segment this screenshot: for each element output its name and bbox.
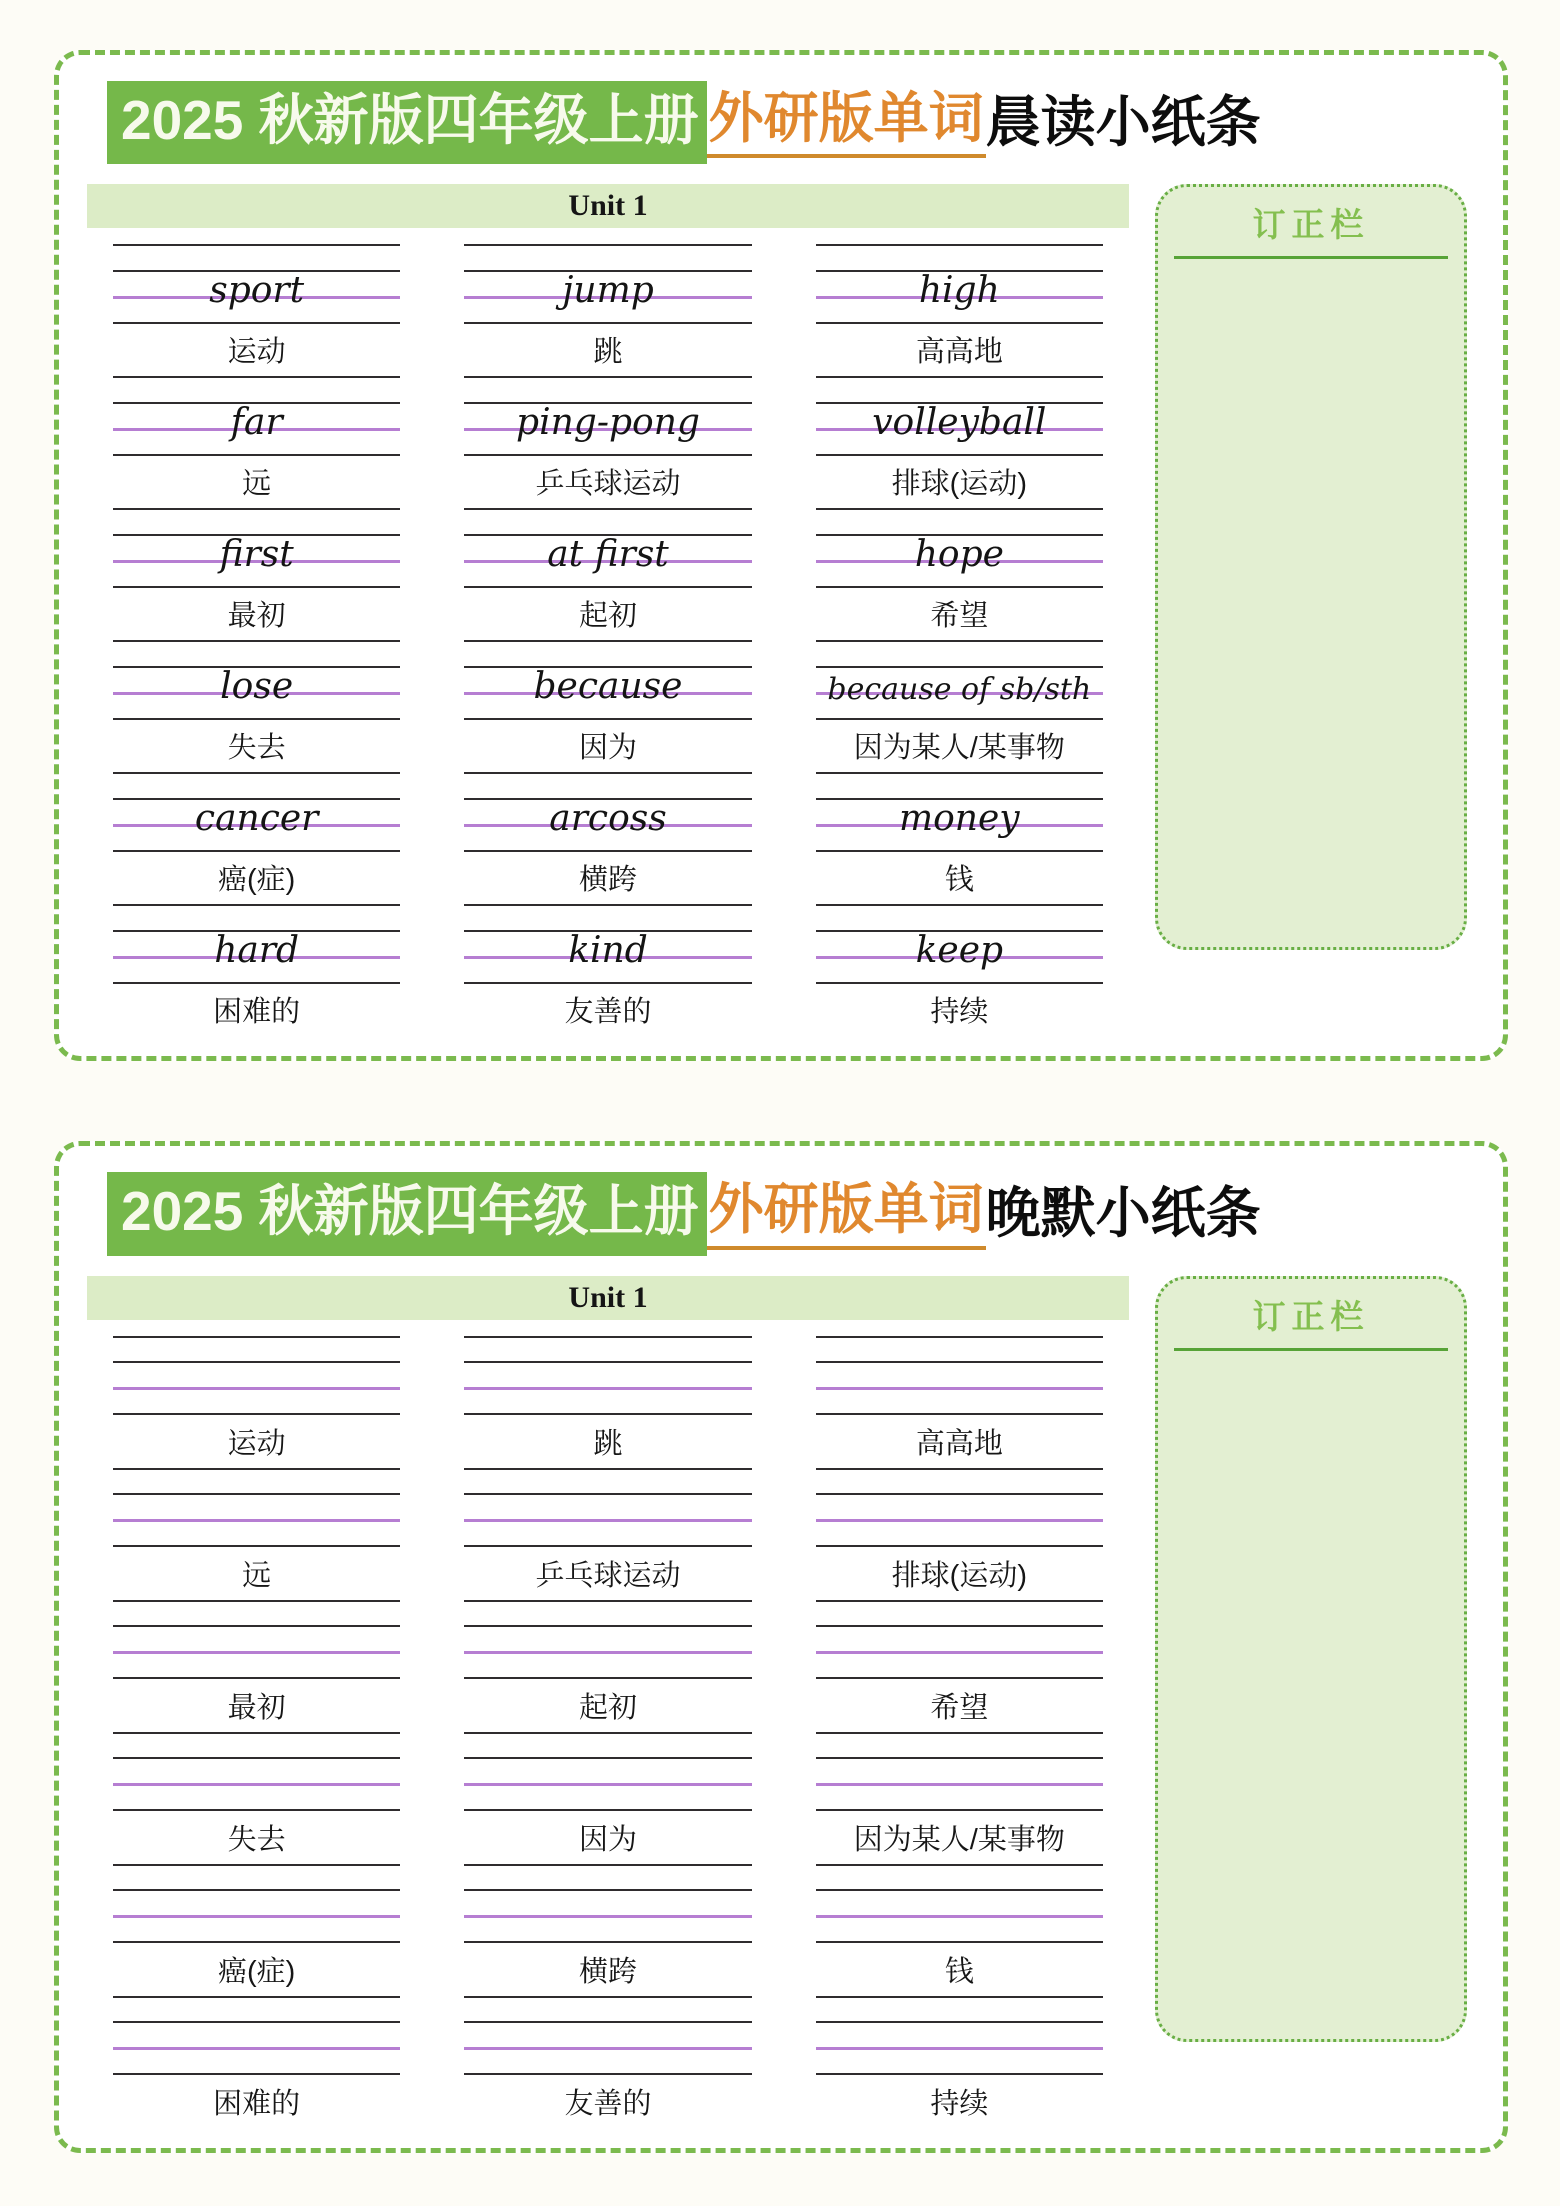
writing-lines-blank: [113, 1996, 400, 2076]
writing-lines-blank: [816, 1996, 1103, 2076]
vocab-word: at first: [547, 534, 669, 576]
writing-lines: [816, 772, 1103, 852]
vocab-meaning: 持续: [930, 996, 989, 1029]
guide-line: [113, 850, 400, 852]
vocab-cell: [790, 508, 1129, 634]
vocab-meaning: 跳: [593, 336, 623, 369]
writing-lines: [113, 376, 400, 456]
writing-lines-blank: [816, 1468, 1103, 1548]
guide-line: [113, 1677, 400, 1679]
guide-line: [816, 1732, 1103, 1734]
vocab-cell: [87, 508, 426, 634]
guide-line: [816, 1361, 1103, 1363]
vocab-word: hope: [914, 534, 1004, 576]
writing-lines-blank: [113, 1732, 400, 1812]
guide-line: [464, 1809, 751, 1811]
guide-line: [464, 322, 751, 324]
guide-line: [113, 904, 400, 906]
vocab-word: because of sb/sth: [827, 672, 1092, 708]
vocab-meaning: 跳: [593, 1427, 623, 1460]
guide-line-purple: [113, 2047, 400, 2050]
vocab-meaning: 失去: [227, 1823, 286, 1856]
vocab-word: because: [533, 666, 683, 708]
vocab-meaning: 排球(运动): [891, 1559, 1027, 1592]
guide-line: [464, 904, 751, 906]
guide-line: [816, 1889, 1103, 1891]
writing-lines: [464, 508, 751, 588]
guide-line: [816, 718, 1103, 720]
vocab-cell: [438, 376, 777, 502]
guide-line: [464, 772, 751, 774]
vocab-cell: [87, 1468, 426, 1594]
correction-title: 订正栏: [1252, 1297, 1370, 1335]
vocab-meaning: 远: [242, 468, 272, 501]
writing-lines-blank: [464, 1996, 751, 2076]
guide-line: [816, 322, 1103, 324]
vocab-cell: [790, 640, 1129, 766]
writing-lines: [816, 376, 1103, 456]
guide-line-purple: [464, 1387, 751, 1390]
vocab-meaning: 乒乓球运动: [535, 468, 681, 501]
guide-line: [816, 454, 1103, 456]
vocab-cell: [438, 1864, 777, 1990]
guide-line: [464, 376, 751, 378]
vocab-word: money: [899, 798, 1020, 840]
vocab-cell: [87, 1732, 426, 1858]
vocab-word: first: [219, 534, 294, 576]
guide-line: [113, 376, 400, 378]
vocab-cell: [87, 772, 426, 898]
writing-lines: [816, 640, 1103, 720]
vocab-cell: [790, 1468, 1129, 1594]
guide-line: [464, 1413, 751, 1415]
vocab-cell: [790, 1996, 1129, 2122]
guide-line: [816, 904, 1103, 906]
guide-line-purple: [113, 1915, 400, 1918]
writing-lines-blank: [113, 1864, 400, 1944]
title-suffix: 晚默小纸条: [985, 1182, 1261, 1245]
vocab-cell: [438, 1732, 777, 1858]
guide-line: [113, 1600, 400, 1602]
vocab-cell: [438, 1336, 777, 1462]
guide-line: [464, 1600, 751, 1602]
vocab-word: keep: [915, 930, 1004, 972]
guide-line: [113, 718, 400, 720]
guide-line: [113, 244, 400, 246]
vocab-cell: [87, 1600, 426, 1726]
writing-lines: [464, 772, 751, 852]
guide-line: [464, 2021, 751, 2023]
guide-line: [464, 1864, 751, 1866]
guide-line: [113, 1941, 400, 1943]
guide-line: [464, 1757, 751, 1759]
guide-line: [816, 1600, 1103, 1602]
guide-line: [816, 850, 1103, 852]
vocab-meaning: 因为某人/某事物: [853, 732, 1065, 765]
vocab-column: [87, 184, 1129, 1030]
guide-line: [816, 772, 1103, 774]
vocab-word: sport: [209, 270, 305, 312]
guide-line-purple: [816, 1783, 1103, 1786]
vocab-word: volleyball: [872, 402, 1047, 444]
vocab-meaning: 高高地: [915, 336, 1003, 369]
vocab-meaning: 持续: [930, 2087, 989, 2120]
guide-line: [113, 1336, 400, 1338]
vocab-meaning: 运动: [227, 1427, 286, 1460]
vocab-cell: [87, 1996, 426, 2122]
guide-line-purple: [464, 1783, 751, 1786]
guide-line: [816, 508, 1103, 510]
vocab-meaning: 癌(症): [218, 864, 296, 897]
vocab-meaning: 困难的: [213, 996, 301, 1029]
guide-line-purple: [816, 1915, 1103, 1918]
writing-lines-blank: [113, 1600, 400, 1680]
vocab-cell: [790, 904, 1129, 1030]
writing-lines: [113, 640, 400, 720]
vocab-meaning: 横跨: [578, 864, 637, 897]
guide-line: [816, 376, 1103, 378]
guide-line: [464, 1732, 751, 1734]
correction-box: [1155, 184, 1467, 950]
guide-line: [816, 1625, 1103, 1627]
vocab-cell: [438, 1600, 777, 1726]
title-accent: 外研版单词: [707, 1178, 986, 1249]
writing-lines: [113, 244, 400, 324]
guide-line: [464, 1677, 751, 1679]
guide-line: [113, 1996, 400, 1998]
writing-lines-blank: [464, 1336, 751, 1416]
guide-line: [464, 586, 751, 588]
guide-line: [464, 982, 751, 984]
vocab-word: far: [230, 402, 283, 444]
vocab-cell: [790, 376, 1129, 502]
vocab-meaning: 横跨: [578, 1955, 637, 1988]
writing-lines: [464, 640, 751, 720]
vocab-word: high: [918, 270, 1000, 312]
vocab-cell: [87, 376, 426, 502]
guide-line-purple: [113, 1783, 400, 1786]
vocab-cell: [790, 1864, 1129, 1990]
guide-line: [113, 586, 400, 588]
vocab-cell: [87, 244, 426, 370]
vocab-meaning: 高高地: [915, 1427, 1003, 1460]
vocab-word: cancer: [194, 798, 319, 840]
vocab-meaning: 因为某人/某事物: [853, 1823, 1065, 1856]
correction-divider: [1174, 256, 1448, 259]
writing-lines: [816, 508, 1103, 588]
vocab-meaning: 因为: [578, 1823, 637, 1856]
vocab-cell: [438, 508, 777, 634]
guide-line: [113, 640, 400, 642]
guide-line: [816, 1941, 1103, 1943]
guide-line: [816, 1493, 1103, 1495]
vocab-word: jump: [562, 270, 654, 312]
vocab-cell: [87, 904, 426, 1030]
writing-lines-blank: [816, 1732, 1103, 1812]
guide-line-purple: [464, 2047, 751, 2050]
guide-line: [464, 718, 751, 720]
writing-lines-blank: [113, 1468, 400, 1548]
vocab-cell: [438, 244, 777, 370]
guide-line: [113, 322, 400, 324]
vocab-cell: [87, 1336, 426, 1462]
guide-line: [113, 2021, 400, 2023]
title-highlight: 2025 秋新版四年级上册: [107, 81, 707, 164]
vocab-word: hard: [214, 930, 300, 972]
page-title: [107, 81, 1469, 164]
vocab-cell: [438, 1996, 777, 2122]
guide-line: [113, 1864, 400, 1866]
writing-lines-blank: [464, 1468, 751, 1548]
guide-line: [464, 1625, 751, 1627]
panel-morning-reading: [54, 50, 1508, 1061]
vocab-meaning: 排球(运动): [891, 468, 1027, 501]
guide-line: [113, 1889, 400, 1891]
guide-line-purple: [113, 1387, 400, 1390]
guide-line: [113, 1809, 400, 1811]
writing-lines-blank: [464, 1864, 751, 1944]
guide-line: [816, 586, 1103, 588]
correction-divider: [1174, 1348, 1448, 1351]
guide-line-purple: [113, 1651, 400, 1654]
vocab-meaning: 友善的: [564, 996, 652, 1029]
vocab-meaning: 最初: [227, 1691, 286, 1724]
guide-line: [816, 666, 1103, 668]
guide-line: [464, 640, 751, 642]
guide-line: [113, 982, 400, 984]
guide-line: [816, 1336, 1103, 1338]
title-accent: 外研版单词: [707, 87, 986, 158]
vocab-word: ping-pong: [516, 402, 700, 444]
vocab-cell: [438, 772, 777, 898]
vocab-meaning: 最初: [227, 600, 286, 633]
vocab-cell: [438, 904, 777, 1030]
correction-title: 订正栏: [1252, 206, 1370, 244]
guide-line: [464, 1361, 751, 1363]
guide-line: [464, 1493, 751, 1495]
writing-lines-blank: [113, 1336, 400, 1416]
writing-lines: [464, 244, 751, 324]
guide-line-purple: [816, 1651, 1103, 1654]
vocab-cell: [790, 772, 1129, 898]
panel-evening-dictation: [54, 1141, 1508, 2152]
vocab-cell: [790, 1336, 1129, 1462]
vocab-cell: [790, 244, 1129, 370]
writing-lines: [464, 904, 751, 984]
guide-line: [113, 1545, 400, 1547]
guide-line: [464, 2073, 751, 2075]
vocab-cell: [87, 1864, 426, 1990]
guide-line-purple: [113, 1519, 400, 1522]
vocab-meaning: 希望: [930, 1691, 989, 1724]
vocab-meaning: 失去: [227, 732, 286, 765]
guide-line: [113, 772, 400, 774]
guide-line: [816, 244, 1103, 246]
guide-line: [816, 1757, 1103, 1759]
writing-lines-blank: [816, 1336, 1103, 1416]
vocab-meaning: 起初: [578, 1691, 637, 1724]
guide-line: [816, 982, 1103, 984]
guide-line: [113, 1361, 400, 1363]
vocab-meaning: 癌(症): [218, 1955, 296, 1988]
unit-header: Unit 1: [87, 184, 1129, 228]
vocab-word: arcoss: [549, 798, 667, 840]
guide-line: [464, 244, 751, 246]
vocab-meaning: 希望: [930, 600, 989, 633]
guide-line: [113, 508, 400, 510]
panel-content: [87, 184, 1469, 1030]
guide-line: [816, 1996, 1103, 1998]
guide-line-purple: [464, 1651, 751, 1654]
guide-line-purple: [816, 1519, 1103, 1522]
vocab-cell: [438, 1468, 777, 1594]
vocab-meaning: 因为: [578, 732, 637, 765]
panel-content: [87, 1276, 1469, 2122]
guide-line: [816, 1545, 1103, 1547]
guide-line: [464, 1996, 751, 1998]
page-title: [107, 1172, 1469, 1255]
guide-line: [816, 1864, 1103, 1866]
vocab-word: lose: [220, 666, 294, 708]
vocab-meaning: 乒乓球运动: [535, 1559, 681, 1592]
guide-line: [113, 1757, 400, 1759]
vocab-cell: [790, 1600, 1129, 1726]
vocab-meaning: 远: [242, 1559, 272, 1592]
correction-box: [1155, 1276, 1467, 2042]
writing-lines-blank: [464, 1600, 751, 1680]
vocab-meaning: 起初: [578, 600, 637, 633]
title-highlight: 2025 秋新版四年级上册: [107, 1172, 707, 1255]
guide-line: [816, 640, 1103, 642]
guide-line: [464, 454, 751, 456]
guide-line-purple: [464, 1915, 751, 1918]
guide-line: [464, 850, 751, 852]
vocab-cell: [438, 640, 777, 766]
writing-lines-blank: [816, 1600, 1103, 1680]
guide-line: [464, 1889, 751, 1891]
guide-line: [464, 1545, 751, 1547]
guide-line: [113, 1625, 400, 1627]
vocab-meaning: 运动: [227, 336, 286, 369]
guide-line: [816, 2021, 1103, 2023]
guide-line: [816, 1677, 1103, 1679]
vocab-column: [87, 1276, 1129, 2122]
guide-line: [464, 1941, 751, 1943]
vocab-meaning: 钱: [944, 1955, 974, 1988]
writing-lines: [113, 772, 400, 852]
guide-line: [113, 1732, 400, 1734]
vocab-cell: [87, 640, 426, 766]
guide-line: [113, 1468, 400, 1470]
unit-header: Unit 1: [87, 1276, 1129, 1320]
vocab-grid: [87, 1336, 1129, 2122]
guide-line: [816, 1468, 1103, 1470]
vocab-cell: [790, 1732, 1129, 1858]
writing-lines: [816, 904, 1103, 984]
vocab-grid: [87, 244, 1129, 1030]
guide-line: [113, 1413, 400, 1415]
title-suffix: 晨读小纸条: [985, 91, 1261, 153]
guide-line: [464, 508, 751, 510]
vocab-word: kind: [568, 930, 648, 972]
writing-lines: [816, 244, 1103, 324]
writing-lines-blank: [816, 1864, 1103, 1944]
guide-line: [113, 454, 400, 456]
vocab-meaning: 友善的: [564, 2087, 652, 2120]
guide-line-purple: [816, 2047, 1103, 2050]
writing-lines: [113, 904, 400, 984]
guide-line-purple: [464, 1519, 751, 1522]
writing-lines: [113, 508, 400, 588]
guide-line: [816, 1809, 1103, 1811]
guide-line-purple: [816, 1387, 1103, 1390]
guide-line: [816, 2073, 1103, 2075]
vocab-meaning: 钱: [944, 864, 974, 897]
guide-line: [816, 1413, 1103, 1415]
vocab-meaning: 困难的: [213, 2087, 301, 2120]
writing-lines: [464, 376, 751, 456]
guide-line: [464, 1336, 751, 1338]
guide-line: [113, 2073, 400, 2075]
guide-line: [464, 1468, 751, 1470]
guide-line: [113, 1493, 400, 1495]
writing-lines-blank: [464, 1732, 751, 1812]
